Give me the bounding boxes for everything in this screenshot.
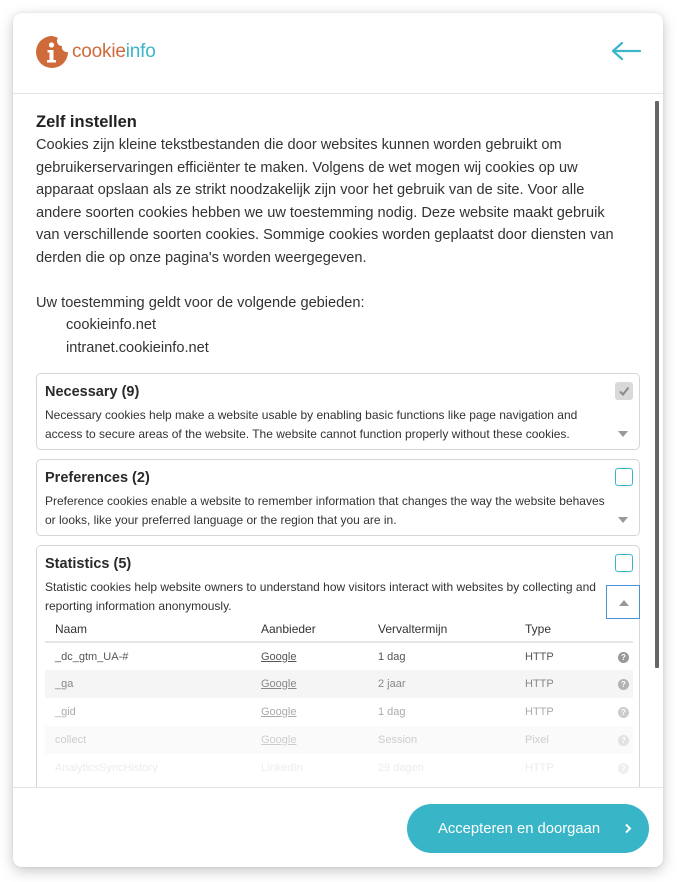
table-row [45,698,633,726]
collapse-button[interactable] [606,585,640,619]
logo-text [72,42,156,61]
chevron-right-icon [624,823,632,834]
cookie-type: HTTP [515,670,605,698]
column-header-name: Naam [45,616,251,642]
consent-scope-label: Uw toestemming geldt voor de volgende gebieden: [36,294,365,311]
cookie-expiry: Session [368,726,515,754]
category-description: Statistic cookies help website owners to understand how visitors interact with websites by collecting and reporting information anonymously. [45,580,596,613]
section-title: Zelf instellen [36,113,137,131]
checkmark-icon [618,385,630,397]
cookie-type: HTTP [525,762,554,774]
cookieinfo-logo [35,35,156,69]
category-title: Statistics (5) [45,556,132,572]
dialog-header [13,13,663,94]
preferences-checkbox[interactable] [615,468,633,486]
logo-text-cookie: cookie [72,40,126,62]
domain-item: cookieinfo.net [66,317,157,334]
column-header-info [605,616,633,642]
cookie-name: collect [45,726,251,754]
intro-line: andere soorten cookies hebben we uw toestemming nodig. Deze website maakt gebruik [36,204,605,221]
question-icon[interactable]: ? [618,763,629,774]
cookie-type: Pixel [515,726,605,754]
cookie-type: HTTP [525,706,554,718]
dialog-footer [13,787,663,867]
intro-line: derden die op onze pagina's worden weergegeven. [36,249,367,266]
expand-caret-icon[interactable] [617,515,629,525]
intro-text [36,134,640,270]
provider-link[interactable]: Google [261,650,297,663]
category-preferences [36,459,640,536]
provider-link[interactable]: Google [251,670,368,698]
question-icon[interactable]: ? [618,679,629,690]
logo-text-info: info [125,40,156,62]
category-necessary [36,373,640,450]
statistics-checkbox[interactable] [615,554,633,572]
column-header-type: Type [515,616,605,642]
category-statistics [36,545,640,787]
accept-and-continue-button[interactable] [407,804,649,853]
column-header-provider: Aanbieder [251,616,368,642]
arrow-left-icon [611,40,643,62]
intro-line: Cookies zijn kleine tekstbestanden die door websites kunnen worden gebruikt om [36,137,562,153]
cookie-expiry: 1 dag [378,650,406,663]
settings-content [36,112,640,359]
category-title: Necessary (9) [45,384,140,400]
question-icon[interactable]: ? [618,707,629,718]
collapse-caret-icon [618,598,630,608]
table-row [45,726,633,754]
cookie-expiry: 29 dagen [378,762,424,774]
cookie-table [45,616,633,782]
cookie-type: HTTP [525,650,554,663]
cookie-expiry: 2 jaar [368,670,515,698]
info-cookie-icon [35,35,69,69]
cookie-name: _dc_gtm_UA-# [55,650,129,663]
cookie-name: _gid [55,706,76,718]
scrollbar-thumb[interactable] [655,101,659,668]
category-description: Necessary cookies help make a website usable by enabling basic functions like page navigation and access to secure areas of the website. The website cannot function properly without these cookies. [45,408,578,441]
intro-line: van verschillende soorten cookies. Sommige cookies worden geplaatst door diensten van [36,227,614,244]
table-header-row [45,616,633,642]
intro-line: apparaat opslaan als ze strikt noodzakelijk zijn voor het gebruik van de site. Voor alle [36,182,585,199]
category-description: Preference cookies enable a website to remember information that changes the way the website behaves or looks, like your preferred language or the region that you are in. [45,494,605,527]
provider-link[interactable]: Google [251,726,368,754]
table-row [45,670,633,698]
settings-scroll-area[interactable] [13,95,663,787]
provider-link[interactable]: LinkedIn [261,762,303,774]
cookie-name: AnalyticsSyncHistory [55,762,158,774]
cookie-settings-dialog [13,13,663,867]
necessary-checkbox[interactable] [615,382,633,400]
accept-label: Accepteren en doorgaan [438,820,601,837]
table-row [45,754,633,782]
question-icon[interactable]: ? [618,735,629,746]
category-title: Preferences (2) [45,470,150,486]
back-button[interactable] [611,40,643,62]
question-icon[interactable]: ? [618,652,629,663]
cookie-expiry: 1 dag [378,706,406,718]
expand-caret-icon[interactable] [617,429,629,439]
provider-link[interactable]: Google [261,706,297,718]
cookie-name: _ga [45,670,251,698]
column-header-expiry: Vervaltermijn [368,616,515,642]
intro-line: gebruikerservaringen efficiënter te maken. Volgens de wet mogen wij cookies op uw [36,159,578,176]
domain-item: intranet.cookieinfo.net [66,339,209,356]
table-row [45,642,633,670]
